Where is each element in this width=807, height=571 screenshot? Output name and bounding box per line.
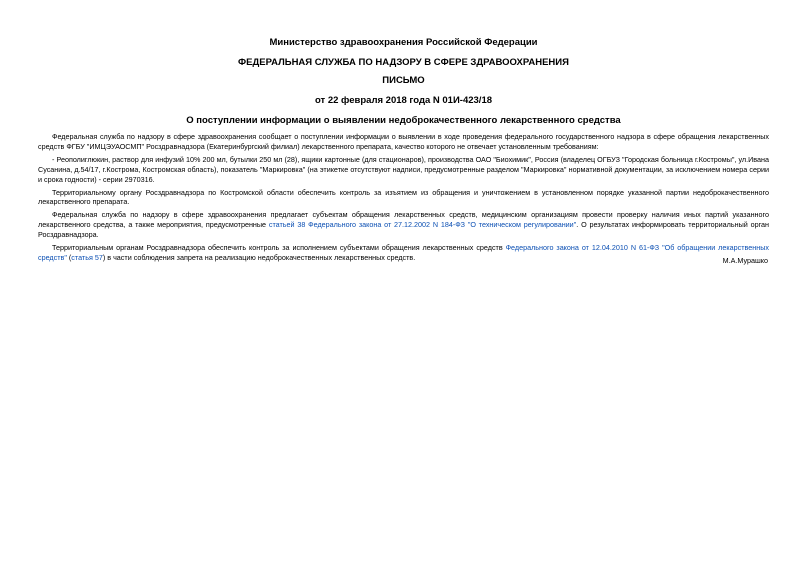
paragraph-control	[38, 243, 769, 263]
proposal-text-start: Федеральная служба по надзору в сфере здравоохранения предлагает субъектам обращения лекарственных средств, медицинским организациям провести проверку наличия иных партий указанного лекарственного средства, а также мероприятия, предусмотренные	[38, 210, 769, 230]
paragraph-kostroma-order: Территориальному органу Росздравнадзора по Костромской области обеспечить контроль за изъятием из обращения и уничтожением в установленном порядке указанной партии недоброкачественного лекарственного препарата.	[38, 187, 769, 207]
control-text-end: ) в части соблюдения запрета на реализацию недоброкачественных лекарственных средств.	[102, 252, 416, 262]
control-text-start: Территориальным органам Росздравнадзора обеспечить контроль за исполнением субъектами обращения лекарственных средств	[52, 243, 506, 253]
signature: М.А.Мурашко	[722, 256, 768, 265]
ministry-title: Министерство здравоохранения Российской Федерации	[269, 37, 538, 48]
link-article-38-law-184fz[interactable]: статьей 38 Федерального закона от 27.12.2002 N 184-ФЗ "О техническом регулировании"	[268, 220, 577, 230]
letter-body	[38, 132, 769, 266]
proposal-text-end: . О результатах информировать территориальный орган Росздравнадзора.	[38, 220, 770, 240]
document-type: ПИСЬМО	[382, 75, 425, 86]
link-article-57[interactable]: статья 57	[71, 252, 103, 262]
paragraph-intro: Федеральная служба по надзору в сфере здравоохранения сообщает о поступлении информации о выявлении в ходе проведения федерального государственного надзора в сфере обращения лекарственных средств ФГБУ "ИМЦЭУАОСМП" Росздравнадзора (Екатеринбургский филиал) лекарственного препарата, качество которого не отвечает установленным требованиям:	[38, 132, 769, 151]
service-title: ФЕДЕРАЛЬНАЯ СЛУЖБА ПО НАДЗОРУ В СФЕРЕ ЗДРАВООХРАНЕНИЯ	[238, 57, 569, 68]
document-date-number: от 22 февраля 2018 года N 01И-423/18	[314, 95, 493, 106]
paragraph-proposal	[38, 210, 769, 240]
link-law-61fz[interactable]: Федерального закона от 12.04.2010 N 61-ФЗ "Об обращении лекарственных средств"	[38, 243, 769, 262]
paragraph-product: - Реополиглюкин, раствор для инфузий 10% 200 мл, бутылки 250 мл (28), ящики картонные (для стационаров), производства ОАО "Биохимик", Россия (владелец ОГБУЗ "Городская больница г.Костромы", ул.Ивана Сусанина, д.54/17, г.Кострома, Костромская область), показатель "Маркировка" (на этикетке отсутствуют надписи, предусмотренные разделом "Маркировка" нормативной документации, за исключением номера серии и срока годности) - серии 2970316.	[38, 154, 769, 184]
control-text-middle: (	[66, 252, 72, 262]
document-subject: О поступлении информации о выявлении недоброкачественного лекарственного средства	[186, 115, 621, 126]
